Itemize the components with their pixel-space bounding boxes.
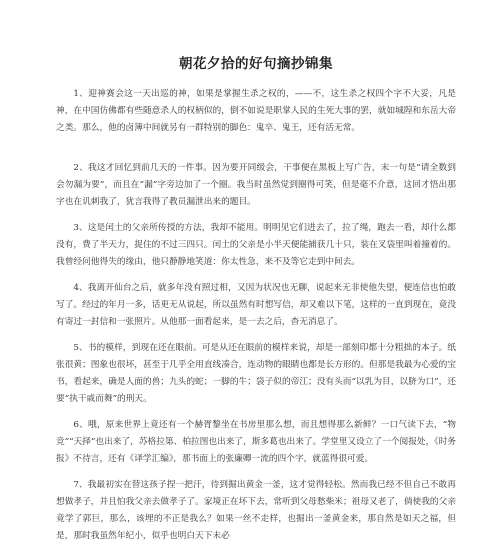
paragraph-7: 7、我最初实在替这孩子捏一把汗，待到掘出黄金一釜，这才觉得轻松。然而我已经不但自己不敢再想做孝子，并且怕我父亲去做孝子了。家境正在坏下去，常听到父母愁柴米；祖母又老了，倘使我的父亲竟学了郭巨，那么，该埋的不正是我么？如果一丝不走样，也掘出一釜黄金来，那自然是如天之福，但是，那时我虽然年纪小，似乎也明白天下未必 [56,480,456,541]
paragraph-2: 2、我这才回忆到前几天的一件事。因为要开同级会，干事便在黑板上写广告，末一句是“请全数到会勿漏为要”，而且在“漏”字旁边加了一个圈。我当时虽然觉到圈得可笑，但是毫不介意，这回才悟出那字也在讥刺我了，犹言我得了教员漏泄出来的题目。 [56,163,456,207]
paragraph-3: 3、这是闰土的父亲所传授的方法，我却不能用。明明见它们进去了，拉了绳，跑去一看，却什么都没有，费了半天力，捉住的不过三四只。闰土的父亲是小半天便能捕获几十只，装在叉袋里叫着撞着的。我曾经问他得失的缘由，他只静静地笑道：你太性急，来不及等它走到中间去。 [56,223,456,267]
paragraph-gap [56,211,456,220]
paragraph-gap [56,408,456,417]
paragraph-6: 6、哦，原来世界上竟还有一个赫胥黎坐在书房里那么想，而且想得那么新鲜？一口气读下去，“物竞”“天择”也出来了，苏格拉第、柏拉图也出来了，斯多葛也出来了。学堂里又设立了一个阅报处，《时务报》不待言，还有《译学汇编》，那书面上的张廉卿一流的四个字，就蓝得很可爱。 [56,420,456,464]
document-title: 朝花夕拾的好句摘抄锦集 [179,56,333,72]
paragraph-4: 4、我离开仙台之后，就多年没有照过相，又因为状况也无聊，说起来无非使他失望，便连信也怕敢写了。经过的年月一多，话更无从说起，所以虽然有时想写信，却又难以下笔，这样的一直到现在，竟没有寄过一封信和一张照片。从他那一面看起来，是一去之后，杳无消息了。 [56,283,456,327]
paragraph-gap [56,331,456,340]
paragraph-gap [56,137,456,160]
paragraph-gap [56,468,456,477]
paragraph-gap [56,271,456,280]
paragraph-1: 1、迎神赛会这一天出巡的神，如果是掌握生杀之权的，——不，这生杀之权四个字不大妥，凡是神，在中国仿佛都有些随意杀人的权柄似的，倒不如说是职掌人民的生死大事的罢，就如城隍和东岳大帝之类。那么，他的卤簿中间就另有一群特别的脚色：鬼卒、鬼王，还有活无常。 [56,89,456,133]
paragraph-5: 5、书的模样，到现在还在眼前。可是从还在眼前的模样来说，却是一部刻印都十分粗拙的本子。纸张很黄；图象也很坏，甚至于几乎全用直线凑合，连动物的眼睛也都是长方形的。但那是我最为心爱的宝书，看起来，确是人面的兽；九头的蛇；一脚的牛；袋子似的帝江；没有头而“以乳为目，以脐为口”，还要“执干戚而舞”的刑天。 [56,343,456,404]
